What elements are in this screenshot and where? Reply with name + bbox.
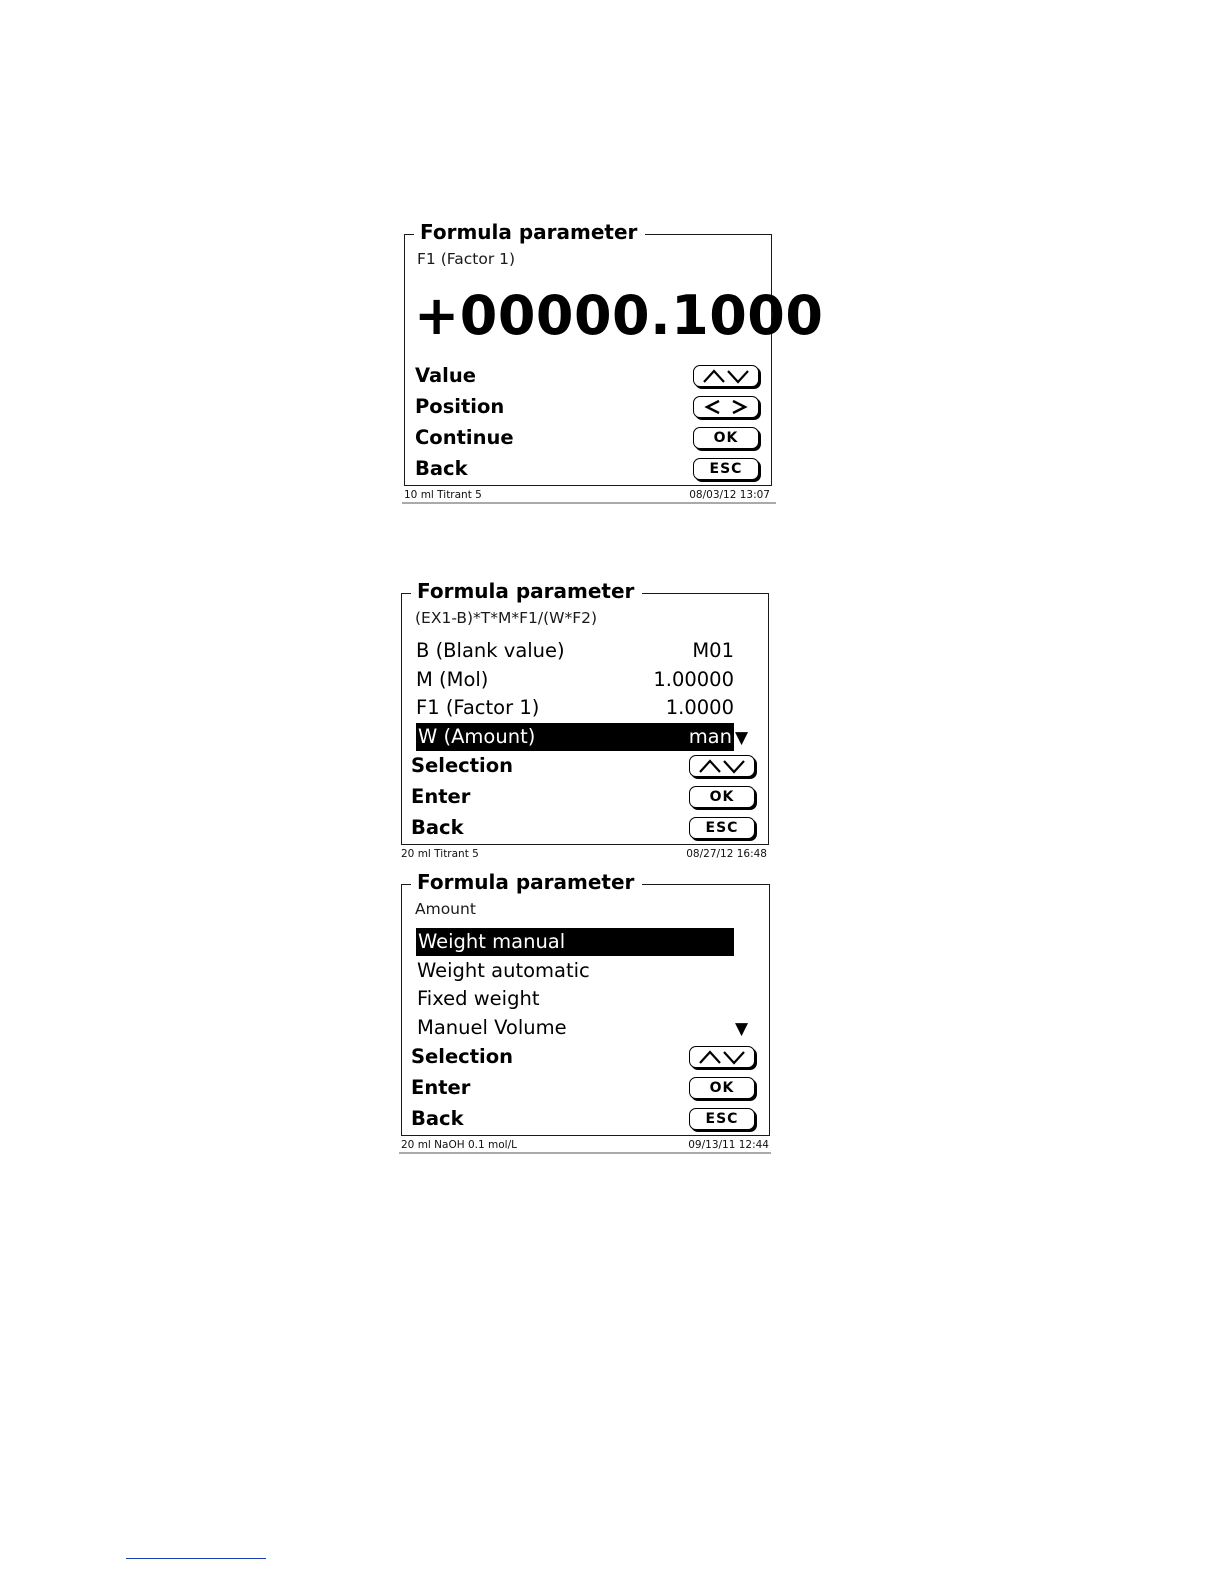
screen-title: Formula parameter xyxy=(411,579,642,603)
left-right-key[interactable] xyxy=(693,396,759,418)
up-down-arrows-icon xyxy=(697,758,747,774)
key-row-label: Continue xyxy=(415,426,514,449)
key-row-back xyxy=(411,1105,755,1133)
screen-title: Formula parameter xyxy=(414,220,645,244)
parameter-value: 1.0000 xyxy=(665,696,734,719)
left-right-arrows-icon xyxy=(701,399,751,415)
scroll-down-indicator-icon: ▼ xyxy=(735,728,749,748)
option-label: Weight automatic xyxy=(417,959,590,982)
parameter-value: M01 xyxy=(692,639,734,662)
screen-title: Formula parameter xyxy=(411,870,642,894)
key-row-enter xyxy=(411,783,755,811)
ok-key[interactable]: OK xyxy=(689,786,755,808)
parameter-value: 1.00000 xyxy=(653,668,734,691)
key-row-label: Position xyxy=(415,395,505,418)
key-row-selection xyxy=(411,1043,755,1071)
esc-key[interactable]: ESC xyxy=(689,817,755,839)
status-bar xyxy=(404,489,770,501)
screen-subtitle: (EX1-B)*T*M*F1/(W*F2) xyxy=(415,609,598,627)
parameter-row-mol[interactable] xyxy=(416,666,734,694)
status-method: 10 ml Titrant 5 xyxy=(404,489,482,501)
option-label: Weight manual xyxy=(418,930,566,953)
ok-key[interactable]: OK xyxy=(693,427,759,449)
option-label: Manuel Volume xyxy=(417,1016,567,1039)
parameter-label: B (Blank value) xyxy=(416,639,565,662)
key-row-continue xyxy=(415,424,759,452)
amount-option-fixed-weight[interactable] xyxy=(416,985,734,1013)
key-row-label: Selection xyxy=(411,1045,514,1068)
up-down-arrows-icon xyxy=(697,1049,747,1065)
screen-subtitle: F1 (Factor 1) xyxy=(417,250,516,268)
status-divider xyxy=(402,502,776,504)
status-divider xyxy=(399,1152,771,1154)
formula-parameter-screen-list xyxy=(401,579,770,863)
up-down-key[interactable] xyxy=(689,1046,755,1068)
up-down-arrows-icon xyxy=(701,368,751,384)
key-row-enter xyxy=(411,1074,755,1102)
key-row-value xyxy=(415,362,759,390)
up-down-key[interactable] xyxy=(689,755,755,777)
key-row-back xyxy=(411,814,755,842)
key-row-label: Back xyxy=(415,457,468,480)
parameter-label: F1 (Factor 1) xyxy=(416,696,540,719)
esc-key[interactable]: ESC xyxy=(693,458,759,480)
parameter-row-amount-selected[interactable] xyxy=(416,723,734,751)
esc-key[interactable]: ESC xyxy=(689,1108,755,1130)
status-datetime: 08/03/12 13:07 xyxy=(689,489,770,501)
key-row-selection xyxy=(411,752,755,780)
key-row-back xyxy=(415,455,759,483)
amount-option-manuel-volume[interactable] xyxy=(416,1014,734,1042)
status-bar xyxy=(401,848,767,860)
status-method: 20 ml Titrant 5 xyxy=(401,848,479,860)
parameter-row-factor-1[interactable] xyxy=(416,694,734,722)
formula-parameter-screen-amount xyxy=(401,870,771,1156)
parameter-value: man xyxy=(688,725,732,748)
scroll-down-indicator-icon: ▼ xyxy=(735,1019,749,1039)
parameter-label: M (Mol) xyxy=(416,668,489,691)
key-row-label: Value xyxy=(415,364,476,387)
up-down-key[interactable] xyxy=(693,365,759,387)
status-bar xyxy=(401,1139,769,1151)
ok-key[interactable]: OK xyxy=(689,1077,755,1099)
screen-subtitle: Amount xyxy=(415,900,476,918)
formula-parameter-screen-value xyxy=(404,220,824,506)
key-row-label: Back xyxy=(411,1107,464,1130)
key-row-label: Enter xyxy=(411,785,471,808)
parameter-value-display: +00000.1000 xyxy=(414,284,824,347)
key-row-label: Back xyxy=(411,816,464,839)
parameter-row-blank-value[interactable] xyxy=(416,637,734,665)
key-row-label: Enter xyxy=(411,1076,471,1099)
amount-option-weight-automatic[interactable] xyxy=(416,957,734,985)
key-row-label: Selection xyxy=(411,754,514,777)
parameter-label: W (Amount) xyxy=(418,725,536,748)
status-datetime: 08/27/12 16:48 xyxy=(686,848,767,860)
option-label: Fixed weight xyxy=(417,987,540,1010)
status-method: 20 ml NaOH 0.1 mol/L xyxy=(401,1139,517,1151)
key-row-position xyxy=(415,393,759,421)
footnote-separator xyxy=(126,1558,266,1559)
status-datetime: 09/13/11 12:44 xyxy=(688,1139,769,1151)
amount-option-weight-manual-selected[interactable] xyxy=(416,928,734,956)
